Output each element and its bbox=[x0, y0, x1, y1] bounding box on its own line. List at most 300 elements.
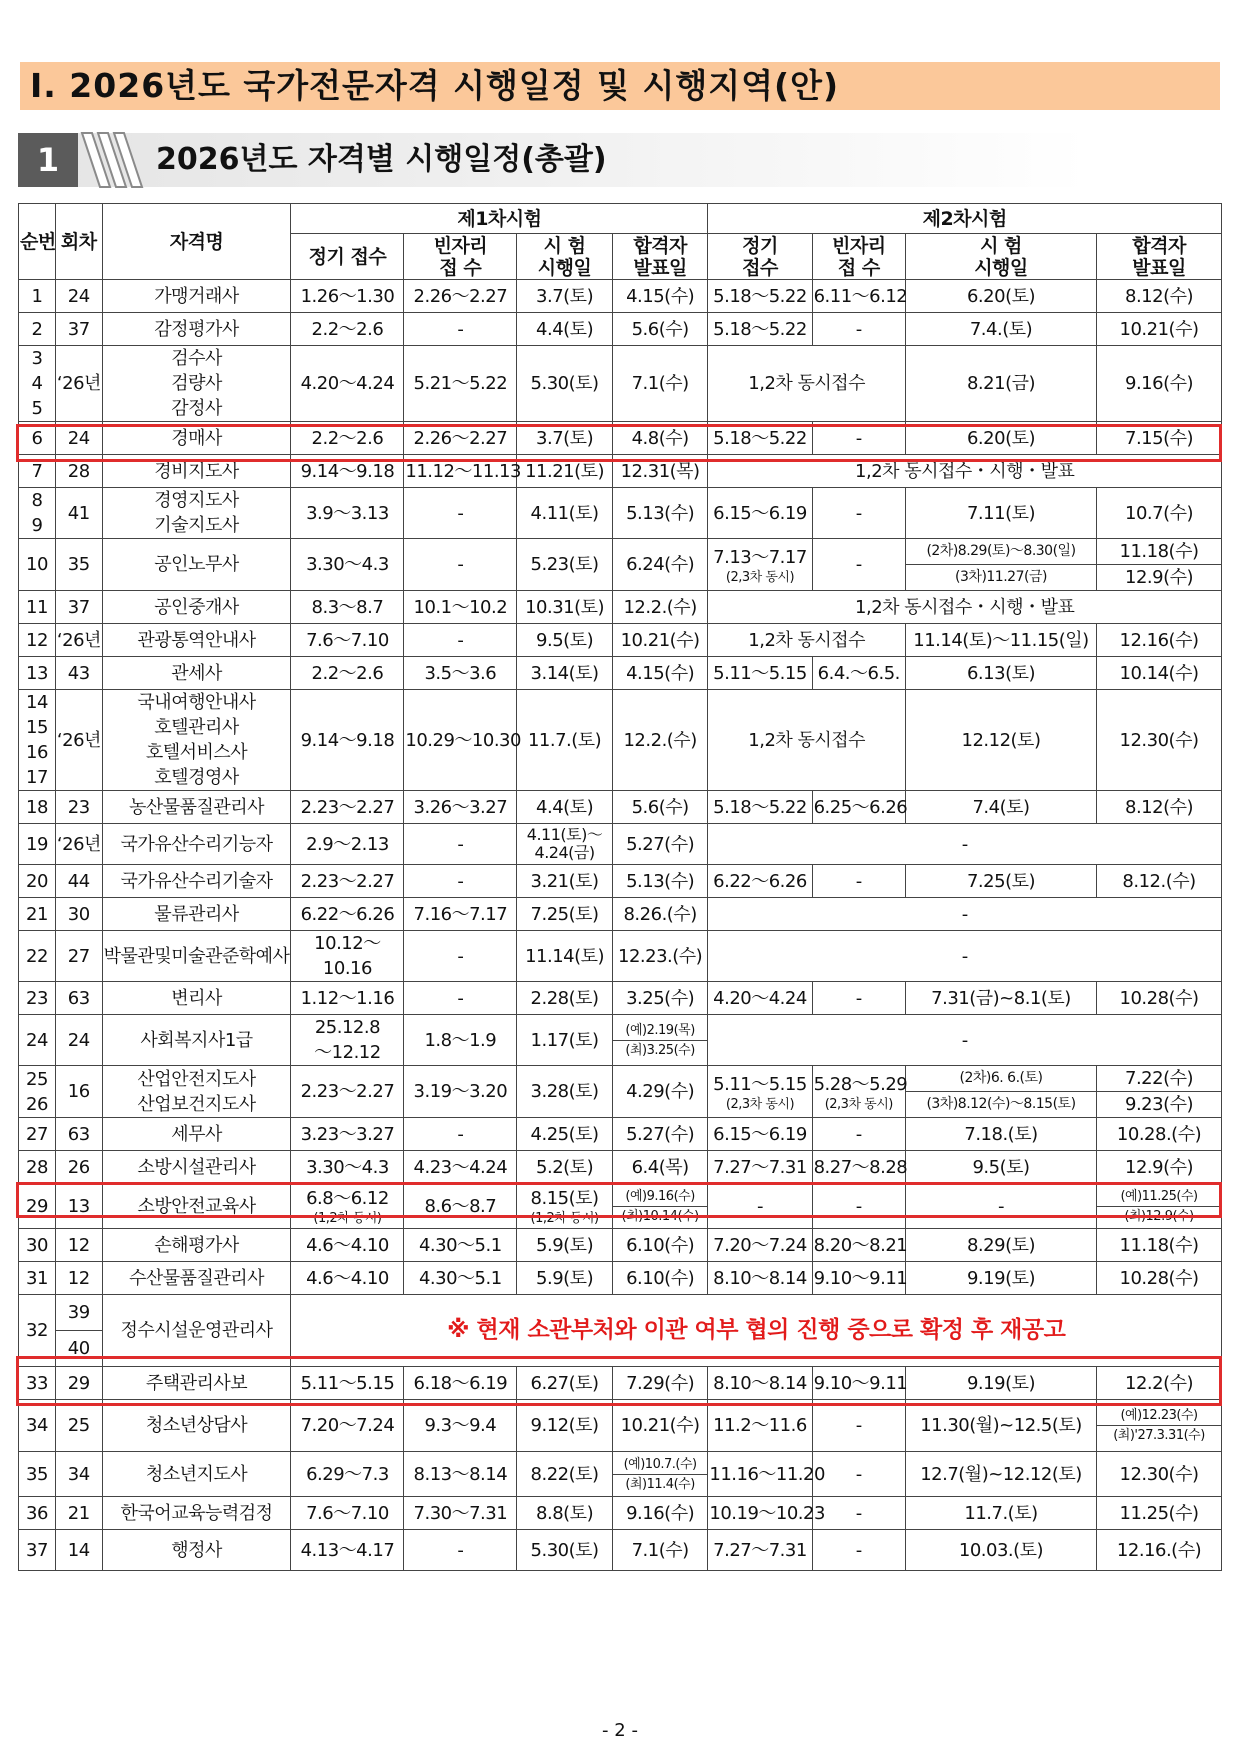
cell-first-pass: 5.13(수) bbox=[612, 488, 708, 539]
cell-no: 23 bbox=[19, 982, 56, 1015]
cell-divider bbox=[1097, 1206, 1221, 1207]
cell-first-pass: 9.16(수) bbox=[612, 1497, 708, 1530]
cell-first-pass-final: (최)11.4(수) bbox=[625, 1476, 695, 1492]
cell-first-reg: 5.11～5.15 bbox=[291, 1367, 404, 1400]
header-exam-date: 시 험 시행일 bbox=[517, 234, 613, 280]
cell-first-exam: 3.14(토) bbox=[517, 657, 613, 690]
table-row bbox=[19, 1151, 1222, 1184]
header-exam-date-2: 시 험 시행일 bbox=[905, 234, 1096, 280]
cell-first-exam: 5.30(토) bbox=[517, 1530, 613, 1571]
cell-second-exam: 7.11(토) bbox=[905, 488, 1096, 539]
cell-second-pass bbox=[1097, 1184, 1222, 1229]
cell-first-reg: 2.9～2.13 bbox=[291, 824, 404, 865]
cell-first-reg: 2.2～2.6 bbox=[291, 313, 404, 346]
cell-second-exam: 6.13(토) bbox=[905, 657, 1096, 690]
cell-second-merged: - bbox=[708, 931, 1222, 982]
cell-first-pass: 7.1(수) bbox=[612, 346, 708, 422]
cell-no: 8 9 bbox=[19, 488, 56, 539]
cell-round: 27 bbox=[55, 931, 102, 982]
cell-first-reg bbox=[291, 1184, 404, 1229]
header-reg: 정기 접수 bbox=[291, 234, 404, 280]
cell-second-exam: 8.21(금) bbox=[905, 346, 1096, 422]
cell-first-exam: 5.23(토) bbox=[517, 539, 613, 591]
header-first-exam: 제1차시험 bbox=[291, 204, 708, 234]
cell-first-exam: 7.25(토) bbox=[517, 898, 613, 931]
cell-second-exam: 9.19(토) bbox=[905, 1367, 1096, 1400]
cell-second-vacancy: - bbox=[812, 982, 905, 1015]
cell-first-pass: 5.6(수) bbox=[612, 791, 708, 824]
cell-round: 25 bbox=[55, 1400, 102, 1452]
cell-name: 공인노무사 bbox=[102, 539, 291, 591]
cell-no: 12 bbox=[19, 624, 56, 657]
cell-round: 37 bbox=[55, 313, 102, 346]
cell-second-vacancy: - bbox=[812, 1400, 905, 1452]
cell-first-pass bbox=[612, 1184, 708, 1229]
cell-round: 29 bbox=[55, 1367, 102, 1400]
table-row bbox=[19, 657, 1222, 690]
table-row bbox=[19, 898, 1222, 931]
cell-second-merged: - bbox=[708, 898, 1222, 931]
cell-round: ‘26년 bbox=[55, 824, 102, 865]
cell-second-reg: 11.2～11.6 bbox=[708, 1400, 812, 1452]
cell-first-exam: 5.9(토) bbox=[517, 1229, 613, 1262]
cell-second-exam: 11.14(토)～11.15(일) bbox=[905, 624, 1096, 657]
cell-first-reg: 2.2～2.6 bbox=[291, 422, 404, 455]
cell-divider bbox=[1097, 1425, 1221, 1426]
cell-second-vacancy: 6.4.～6.5. bbox=[812, 657, 905, 690]
cell-second-pass: 10.14(수) bbox=[1097, 657, 1222, 690]
cell-second-pass: 10.28.(수) bbox=[1097, 1118, 1222, 1151]
cell-round: 40 bbox=[55, 1331, 102, 1367]
cell-round: 26 bbox=[55, 1151, 102, 1184]
cell-no: 7 bbox=[19, 455, 56, 488]
cell-first-vacancy: 8.6～8.7 bbox=[404, 1184, 517, 1229]
table-row bbox=[19, 931, 1222, 982]
cell-second-vacancy-note: (2,3차 동시) bbox=[824, 1096, 893, 1112]
cell-first-pass: 6.10(수) bbox=[612, 1262, 708, 1295]
cell-name: 주택관리사보 bbox=[102, 1367, 291, 1400]
cell-first-vacancy: 7.16～7.17 bbox=[404, 898, 517, 931]
cell-no: 19 bbox=[19, 824, 56, 865]
cell-second-pass: 10.7(수) bbox=[1097, 488, 1222, 539]
cell-first-reg: 2.23～2.27 bbox=[291, 791, 404, 824]
cell-first-exam: 5.30(토) bbox=[517, 346, 613, 422]
cell-no: 27 bbox=[19, 1118, 56, 1151]
cell-no: 11 bbox=[19, 591, 56, 624]
cell-first-vacancy: 4.30～5.1 bbox=[404, 1262, 517, 1295]
cell-second-pass: 11.18(수) bbox=[1097, 539, 1222, 565]
cell-second-pass-final: (최)12.9(수) bbox=[1124, 1208, 1194, 1224]
table-row bbox=[19, 791, 1222, 824]
cell-first-vacancy: 8.13～8.14 bbox=[404, 1452, 517, 1497]
cell-second-reg: 7.20～7.24 bbox=[708, 1229, 812, 1262]
header-vacancy: 빈자리 접 수 bbox=[404, 234, 517, 280]
cell-name: 국가유산수리기능자 bbox=[102, 824, 291, 865]
cell-round: 28 bbox=[55, 455, 102, 488]
cell-second-exam: 7.25(토) bbox=[905, 865, 1096, 898]
cell-second-reg-merged: 1,2차 동시접수 bbox=[708, 624, 906, 657]
cell-first-reg: 6.29～7.3 bbox=[291, 1452, 404, 1497]
cell-no: 29 bbox=[19, 1184, 56, 1229]
cell-second-exam: 7.4(토) bbox=[905, 791, 1096, 824]
cell-name: 물류관리사 bbox=[102, 898, 291, 931]
cell-first-exam: 4.4(토) bbox=[517, 313, 613, 346]
cell-first-reg: 2.23～2.27 bbox=[291, 1066, 404, 1118]
cell-no: 37 bbox=[19, 1530, 56, 1571]
cell-second-reg-date: 5.11～5.15 bbox=[713, 1073, 807, 1095]
cell-first-reg: 3.9～3.13 bbox=[291, 488, 404, 539]
cell-first-vacancy: - bbox=[404, 488, 517, 539]
cell-second-reg: 7.27～7.31 bbox=[708, 1151, 812, 1184]
schedule-table bbox=[18, 203, 1222, 1571]
cell-name: 손해평가사 bbox=[102, 1229, 291, 1262]
cell-third-exam: (3차)8.12(수)～8.15(토) bbox=[905, 1092, 1096, 1118]
cell-no: 6 bbox=[19, 422, 56, 455]
header-no: 순번 bbox=[19, 204, 56, 280]
cell-round: 43 bbox=[55, 657, 102, 690]
cell-first-reg: 10.12～10.16 bbox=[291, 931, 404, 982]
cell-second-pass bbox=[1097, 1400, 1222, 1452]
cell-second-reg-date: 7.13～7.17 bbox=[713, 546, 807, 568]
cell-first-pass-prelim: (예)10.7.(수) bbox=[623, 1456, 697, 1472]
cell-no: 18 bbox=[19, 791, 56, 824]
cell-round: 23 bbox=[55, 791, 102, 824]
cell-second-pass-prelim: (예)12.23(수) bbox=[1120, 1408, 1198, 1423]
cell-first-pass: 4.8(수) bbox=[612, 422, 708, 455]
cell-second-reg: 7.27～7.31 bbox=[708, 1530, 812, 1571]
cell-no: 22 bbox=[19, 931, 56, 982]
cell-first-pass bbox=[612, 1452, 708, 1497]
cell-round: 34 bbox=[55, 1452, 102, 1497]
cell-first-vacancy: 10.1～10.2 bbox=[404, 591, 517, 624]
table-row bbox=[19, 313, 1222, 346]
cell-second-reg: 8.10～8.14 bbox=[708, 1262, 812, 1295]
cell-first-exam: 8.8(토) bbox=[517, 1497, 613, 1530]
cell-no: 28 bbox=[19, 1151, 56, 1184]
cell-round: 30 bbox=[55, 898, 102, 931]
cell-first-pass: 7.1(수) bbox=[612, 1530, 708, 1571]
cell-first-pass: 12.31(목) bbox=[612, 455, 708, 488]
cell-second-reg: 5.11～5.15 bbox=[708, 657, 812, 690]
table-row bbox=[19, 1497, 1222, 1530]
cell-second-pass: 12.16.(수) bbox=[1097, 1530, 1222, 1571]
cell-name: 소방안전교육사 bbox=[102, 1184, 291, 1229]
cell-first-pass: 5.27(수) bbox=[612, 1118, 708, 1151]
cell-no: 33 bbox=[19, 1367, 56, 1400]
cell-name: 국내여행안내사 호텔관리사 호텔서비스사 호텔경영사 bbox=[102, 690, 291, 791]
cell-round: 12 bbox=[55, 1229, 102, 1262]
cell-first-vacancy: - bbox=[404, 824, 517, 865]
cell-name: 정수시설운영관리사 bbox=[102, 1295, 291, 1367]
cell-second-vacancy: - bbox=[812, 865, 905, 898]
cell-second-reg-merged: 1,2차 동시접수 bbox=[708, 346, 906, 422]
cell-round: 13 bbox=[55, 1184, 102, 1229]
cell-name: 변리사 bbox=[102, 982, 291, 1015]
cell-second-pass-prelim: (예)11.25(수) bbox=[1120, 1188, 1198, 1204]
cell-first-vacancy: 4.30～5.1 bbox=[404, 1229, 517, 1262]
cell-first-reg: 4.13～4.17 bbox=[291, 1530, 404, 1571]
cell-no: 21 bbox=[19, 898, 56, 931]
cell-name: 소방시설관리사 bbox=[102, 1151, 291, 1184]
cell-first-exam: 1.17(토) bbox=[517, 1015, 613, 1066]
cell-second-exam: 10.03.(토) bbox=[905, 1530, 1096, 1571]
cell-second-pass: 10.28(수) bbox=[1097, 982, 1222, 1015]
cell-first-vacancy: 9.3～9.4 bbox=[404, 1400, 517, 1452]
cell-second-reg-merged: 1,2차 동시접수 bbox=[708, 690, 906, 791]
cell-second-reg-note: (2,3차 동시) bbox=[725, 569, 795, 585]
table-row bbox=[19, 1400, 1222, 1452]
cell-first-reg: 6.22～6.26 bbox=[291, 898, 404, 931]
cell-name: 관광통역안내사 bbox=[102, 624, 291, 657]
cell-round: 21 bbox=[55, 1497, 102, 1530]
cell-first-pass: 7.29(수) bbox=[612, 1367, 708, 1400]
cell-second-exam: - bbox=[905, 1184, 1096, 1229]
cell-name: 청소년지도사 bbox=[102, 1452, 291, 1497]
cell-second-vacancy bbox=[812, 1066, 908, 1118]
stripes-decoration bbox=[80, 133, 160, 187]
cell-second-pass: 7.15(수) bbox=[1097, 422, 1222, 455]
cell-second-exam: 9.5(토) bbox=[905, 1151, 1096, 1184]
cell-name: 수산물품질관리사 bbox=[102, 1262, 291, 1295]
cell-second-reg: 5.18～5.22 bbox=[708, 313, 812, 346]
cell-second-reg bbox=[708, 1066, 812, 1118]
cell-first-exam: 11.21(토) bbox=[517, 455, 613, 488]
cell-no: 31 bbox=[19, 1262, 56, 1295]
cell-name: 감정평가사 bbox=[102, 313, 291, 346]
cell-round: 24 bbox=[55, 422, 102, 455]
cell-first-vacancy: 7.30～7.31 bbox=[404, 1497, 517, 1530]
cell-no: 24 bbox=[19, 1015, 56, 1066]
cell-first-vacancy: 2.26～2.27 bbox=[404, 422, 517, 455]
cell-second-pass: 8.12(수) bbox=[1097, 280, 1222, 313]
cell-first-reg-note: (1,2차 동시) bbox=[313, 1211, 382, 1226]
cell-second-vacancy: 9.10～9.11 bbox=[812, 1367, 905, 1400]
cell-first-reg: 3.30～4.3 bbox=[291, 539, 404, 591]
header-round: 회차 bbox=[55, 204, 102, 280]
cell-first-reg: 2.23～2.27 bbox=[291, 865, 404, 898]
cell-no: 34 bbox=[19, 1400, 56, 1452]
table-row bbox=[19, 1066, 1222, 1092]
cell-first-exam-date: 8.15(토) bbox=[530, 1188, 599, 1209]
cell-first-reg: 25.12.8 ～12.12 bbox=[291, 1015, 404, 1066]
cell-second-vacancy: 6.11～6.12 bbox=[812, 280, 905, 313]
cell-round: 44 bbox=[55, 865, 102, 898]
table-row bbox=[19, 1452, 1222, 1497]
cell-second-exam: (2차)8.29(토)～8.30(일) bbox=[905, 539, 1096, 565]
table-row bbox=[19, 539, 1222, 565]
cell-second-vacancy: 6.25～6.26 bbox=[812, 791, 905, 824]
cell-second-merged: - bbox=[708, 1015, 1222, 1066]
cell-second-merged: 1,2차 동시접수・시행・발표 bbox=[708, 591, 1222, 624]
cell-name: 공인중개사 bbox=[102, 591, 291, 624]
cell-second-vacancy-date: 5.28～5.29 bbox=[813, 1073, 908, 1095]
cell-no: 36 bbox=[19, 1497, 56, 1530]
cell-first-exam: 4.11(토) bbox=[517, 488, 613, 539]
cell-second-reg: 8.10～8.14 bbox=[708, 1367, 812, 1400]
cell-second-vacancy: - bbox=[812, 313, 905, 346]
cell-first-exam: 3.7(토) bbox=[517, 280, 613, 313]
cell-divider bbox=[613, 1206, 708, 1207]
cell-second-vacancy: - bbox=[812, 1530, 905, 1571]
notice-text: ※ 현재 소관부처와 이관 여부 협의 진행 중으로 확정 후 재공고 bbox=[291, 1295, 1222, 1367]
table-row bbox=[19, 488, 1222, 539]
cell-second-reg-note: (2,3차 동시) bbox=[725, 1096, 795, 1112]
cell-first-exam: 11.7.(토) bbox=[517, 690, 613, 791]
cell-round: 16 bbox=[55, 1066, 102, 1118]
cell-name: 농산물품질관리사 bbox=[102, 791, 291, 824]
cell-second-reg: 6.15～6.19 bbox=[708, 1118, 812, 1151]
cell-no: 30 bbox=[19, 1229, 56, 1262]
cell-second-reg: 5.18～5.22 bbox=[708, 791, 812, 824]
cell-second-exam: 12.7(월)~12.12(토) bbox=[905, 1452, 1096, 1497]
cell-first-pass: 4.15(수) bbox=[612, 657, 708, 690]
cell-second-reg: 6.15～6.19 bbox=[708, 488, 812, 539]
cell-first-exam: 8.22(토) bbox=[517, 1452, 613, 1497]
cell-first-vacancy: 11.12～11.13 bbox=[404, 455, 517, 488]
cell-name: 한국어교육능력검정 bbox=[102, 1497, 291, 1530]
cell-first-pass: 12.2.(수) bbox=[612, 690, 708, 791]
table-row bbox=[19, 865, 1222, 898]
table-row bbox=[19, 1015, 1222, 1066]
cell-first-pass: 10.21(수) bbox=[612, 1400, 708, 1452]
table-row bbox=[19, 1262, 1222, 1295]
cell-first-vacancy: - bbox=[404, 539, 517, 591]
cell-second-merged: 1,2차 동시접수・시행・발표 bbox=[708, 455, 1222, 488]
table-row bbox=[19, 1530, 1222, 1571]
cell-first-reg: 7.6～7.10 bbox=[291, 1497, 404, 1530]
cell-first-reg: 1.26～1.30 bbox=[291, 280, 404, 313]
cell-first-exam: 6.27(토) bbox=[517, 1367, 613, 1400]
cell-round: 37 bbox=[55, 591, 102, 624]
cell-first-exam: 3.28(토) bbox=[517, 1066, 613, 1118]
cell-second-pass: 8.12(수) bbox=[1097, 791, 1222, 824]
table-row bbox=[19, 1367, 1222, 1400]
cell-no: 32 bbox=[19, 1295, 56, 1367]
cell-second-reg bbox=[708, 539, 812, 591]
cell-name: 관세사 bbox=[102, 657, 291, 690]
cell-first-vacancy: 3.19～3.20 bbox=[404, 1066, 517, 1118]
cell-first-vacancy: 3.5～3.6 bbox=[404, 657, 517, 690]
table-row bbox=[19, 1184, 1222, 1229]
cell-name: 경영지도사 기술지도사 bbox=[102, 488, 291, 539]
cell-divider bbox=[613, 1040, 708, 1041]
table-row bbox=[19, 624, 1222, 657]
cell-first-vacancy: 1.8～1.9 bbox=[404, 1015, 517, 1066]
cell-no: 13 bbox=[19, 657, 56, 690]
cell-name: 박물관및미술관준학예사 bbox=[102, 931, 291, 982]
cell-second-vacancy: - bbox=[812, 488, 905, 539]
subsection-title: 2026년도 자격별 시행일정(총괄) bbox=[156, 142, 607, 177]
cell-second-pass: 10.21(수) bbox=[1097, 313, 1222, 346]
cell-first-reg: 3.30～4.3 bbox=[291, 1151, 404, 1184]
table-row bbox=[19, 1229, 1222, 1262]
cell-first-exam: 9.12(토) bbox=[517, 1400, 613, 1452]
cell-first-pass-final: (최)10.14(수) bbox=[621, 1208, 699, 1224]
cell-second-pass: 12.2(수) bbox=[1097, 1367, 1222, 1400]
cell-name: 세무사 bbox=[102, 1118, 291, 1151]
cell-second-pass: 12.30(수) bbox=[1097, 1452, 1222, 1497]
table-row bbox=[19, 280, 1222, 313]
cell-first-vacancy: - bbox=[404, 982, 517, 1015]
table-row bbox=[19, 1295, 1222, 1331]
cell-second-vacancy: - bbox=[812, 539, 905, 591]
cell-first-exam: 3.7(토) bbox=[517, 422, 613, 455]
cell-second-vacancy: - bbox=[812, 1118, 905, 1151]
cell-first-pass: 5.6(수) bbox=[612, 313, 708, 346]
header-name: 자격명 bbox=[102, 204, 291, 280]
cell-name: 검수사 검량사 감정사 bbox=[102, 346, 291, 422]
cell-third-pass: 12.9(수) bbox=[1097, 565, 1222, 591]
cell-name: 가맹거래사 bbox=[102, 280, 291, 313]
cell-first-exam-note: (1,2차 동시) bbox=[530, 1211, 599, 1226]
cell-first-exam: 4.11(토)～ 4.24(금) bbox=[517, 824, 613, 865]
cell-second-exam: 9.19(토) bbox=[905, 1262, 1096, 1295]
cell-first-pass: 4.29(수) bbox=[612, 1066, 708, 1118]
cell-divider bbox=[613, 1474, 708, 1475]
cell-first-pass: 12.2.(수) bbox=[612, 591, 708, 624]
cell-round: 63 bbox=[55, 1118, 102, 1151]
cell-first-exam: 4.4(토) bbox=[517, 791, 613, 824]
table-row bbox=[19, 422, 1222, 455]
cell-first-pass: 10.21(수) bbox=[612, 624, 708, 657]
cell-second-exam: 12.12(토) bbox=[905, 690, 1096, 791]
cell-third-exam: (3차)11.27(금) bbox=[905, 565, 1096, 591]
cell-first-exam: 5.9(토) bbox=[517, 1262, 613, 1295]
cell-first-exam: 10.31(토) bbox=[517, 591, 613, 624]
cell-first-reg: 4.6～4.10 bbox=[291, 1262, 404, 1295]
cell-second-pass: 7.22(수) bbox=[1097, 1066, 1222, 1092]
cell-first-exam: 9.5(토) bbox=[517, 624, 613, 657]
cell-first-vacancy: 4.23～4.24 bbox=[404, 1151, 517, 1184]
cell-first-reg: 7.20～7.24 bbox=[291, 1400, 404, 1452]
cell-first-pass: 6.24(수) bbox=[612, 539, 708, 591]
cell-second-pass: 12.9(수) bbox=[1097, 1151, 1222, 1184]
cell-first-pass: 12.23.(수) bbox=[612, 931, 708, 982]
cell-second-pass: 11.18(수) bbox=[1097, 1229, 1222, 1262]
cell-no: 14 15 16 17 bbox=[19, 690, 56, 791]
cell-first-pass-prelim: (예)2.19(목) bbox=[625, 1022, 695, 1038]
cell-second-reg: 5.18～5.22 bbox=[708, 422, 812, 455]
cell-first-vacancy: 2.26～2.27 bbox=[404, 280, 517, 313]
table-row bbox=[19, 690, 1222, 791]
cell-second-reg: 5.18～5.22 bbox=[708, 280, 812, 313]
cell-no: 25 26 bbox=[19, 1066, 56, 1118]
header-reg-2: 정기 접수 bbox=[708, 234, 812, 280]
cell-first-vacancy: - bbox=[404, 1530, 517, 1571]
cell-round: 39 bbox=[55, 1295, 102, 1331]
cell-first-exam: 11.14(토) bbox=[517, 931, 613, 982]
cell-first-pass: 5.27(수) bbox=[612, 824, 708, 865]
subsection-header bbox=[18, 133, 1088, 187]
cell-first-reg: 4.6～4.10 bbox=[291, 1229, 404, 1262]
cell-round: 35 bbox=[55, 539, 102, 591]
cell-first-exam: 4.25(토) bbox=[517, 1118, 613, 1151]
cell-second-reg: 4.20～4.24 bbox=[708, 982, 812, 1015]
cell-first-pass: 6.4(목) bbox=[612, 1151, 708, 1184]
cell-round: 41 bbox=[55, 488, 102, 539]
cell-second-vacancy: 8.27～8.28 bbox=[812, 1151, 905, 1184]
cell-second-vacancy: - bbox=[812, 1452, 905, 1497]
cell-second-exam: 11.30(월)~12.5(토) bbox=[905, 1400, 1096, 1452]
cell-no: 3 4 5 bbox=[19, 346, 56, 422]
cell-second-exam: 7.31(금)~8.1(토) bbox=[905, 982, 1096, 1015]
cell-first-vacancy: - bbox=[404, 865, 517, 898]
cell-second-pass: 11.25(수) bbox=[1097, 1497, 1222, 1530]
cell-second-exam: 8.29(토) bbox=[905, 1229, 1096, 1262]
cell-name: 경매사 bbox=[102, 422, 291, 455]
header-second-exam: 제2차시험 bbox=[708, 204, 1222, 234]
cell-first-pass-final: (최)3.25(수) bbox=[625, 1042, 695, 1058]
